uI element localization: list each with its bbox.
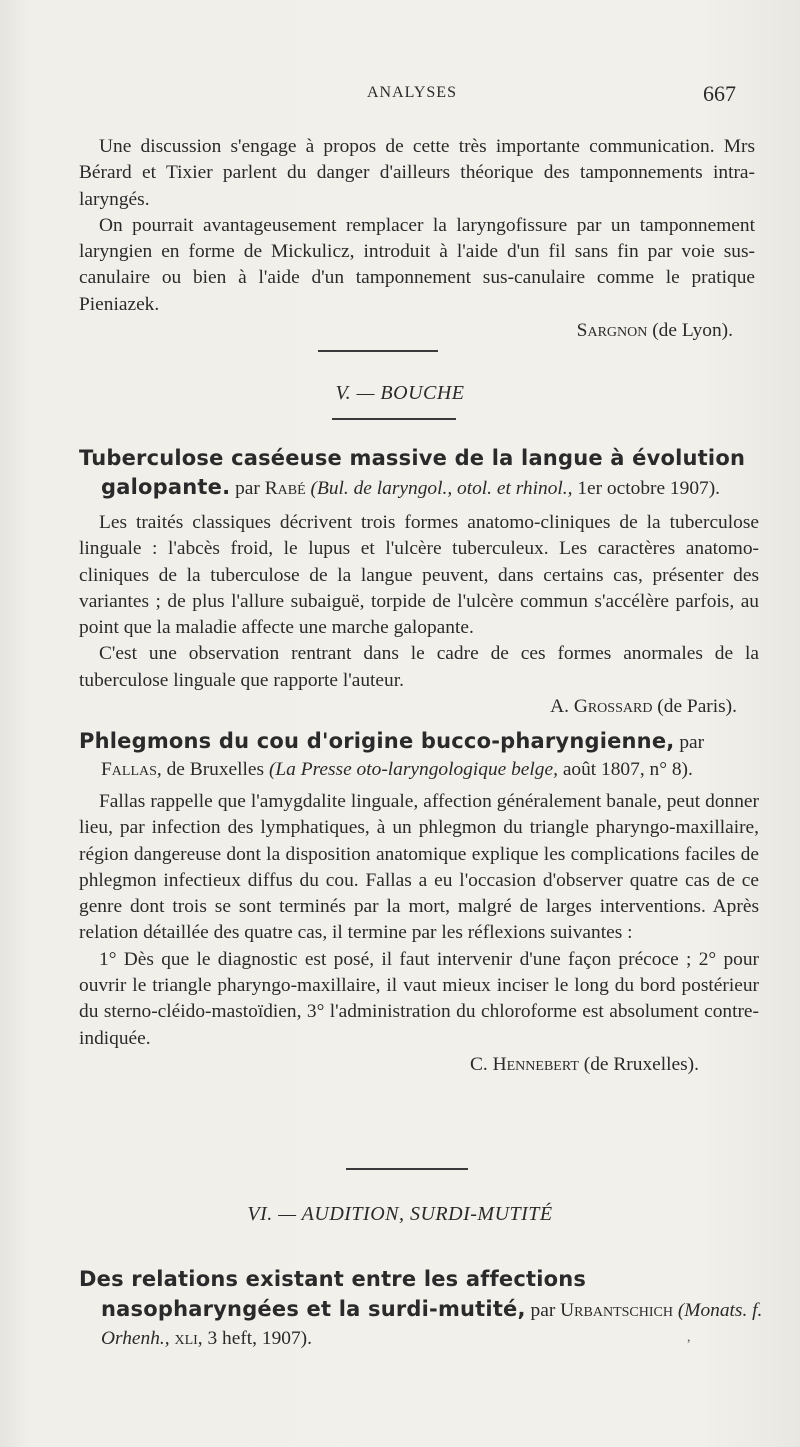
article-author-place: de Bruxelles [166, 758, 265, 780]
paragraph: Une discussion s'engage à propos de cette très importante communication. Mrs Bérard et Tixier parlent du danger d'ailleurs théorique des tamponnements intra-laryngés. [79, 136, 755, 210]
signature-initial: A. [550, 696, 569, 718]
article-phlegmons [79, 728, 759, 1078]
article-volume: xli, [174, 1328, 203, 1349]
signature-place: (de Rruxelles). [583, 1053, 699, 1075]
running-header [0, 81, 800, 114]
article-date: 1er octobre 1907). [577, 477, 721, 499]
paragraph: C'est une observation rentrant dans le cadre de ces formes anormales de la tuberculose linguale que rapporte l'auteur. [79, 643, 759, 691]
article-heading [79, 1265, 769, 1353]
article-by: par [679, 732, 705, 753]
paragraph: Fallas rappelle que l'amygdalite linguale, affection généralement banale, peut donner lieu, par infection des lymphatiques, à un phlegmon du triangle pharyngo-maxillaire, région dangereuse dont la disposition anatomique explique les complications faciles de phlegmon infectieux diffus du cou. Fallas a eu l'occasion d'observer quatre cas de ce genre dont trois se sont terminés par la mort, malgré de larges interventions. Après relation détaillée des quatre cas, il termine par les réflexions suivantes : [79, 791, 759, 944]
page-number: 667 [703, 81, 736, 106]
article-source: (Bul. de laryngol., otol. et rhinol., [310, 477, 573, 499]
article-title: Des relations existant entre les affections nasopharyngées et la surdi-mutité, [79, 1267, 587, 1321]
section-heading-bouche: V. — BOUCHE [335, 382, 465, 404]
separator-rule [346, 1168, 468, 1170]
article-surdi-mutite [79, 1265, 769, 1353]
signature [79, 318, 755, 344]
paragraph: Les traités classiques décrivent trois formes anatomo-cliniques de la tuberculose linguale : l'abcès froid, le lupus et l'ulcère tuberculeux. Les caractères anatomo-cliniques de la tuberculose de la langue peuvent, dans certains cas, présenter des variantes ; de plus l'allure subaiguë, torpide de l'ulcère commun s'accélère parfois, au point que la maladie affecte une marche galopante. [79, 512, 759, 639]
signature [79, 1052, 759, 1078]
paragraph: 1° Dès que le diagnostic est posé, il faut intervenir d'une façon précoce ; 2° pour ouvrir le triangle pharyngo-maxillaire, il vaut mieux inciser le long du bord postérieur du sterno-cléido-mastoïdien, 3° l'administration du chloroforme est absolument contre-indiquée. [79, 948, 759, 1049]
article-title: Phlegmons du cou d'origine bucco-pharyngienne, [79, 729, 675, 753]
article-heading [79, 445, 759, 502]
signature-name: Grossard [573, 696, 653, 718]
article-author: Rabé [264, 477, 306, 499]
discussion-block [79, 134, 755, 344]
section-heading-audition: VI. — AUDITION, SURDI-MUTITÉ [247, 1203, 553, 1225]
separator-rule [318, 350, 438, 352]
article-source: (Monats. f. Orhenh., [101, 1300, 763, 1349]
separator-rule [332, 418, 456, 420]
article-heading [79, 728, 759, 783]
signature-initial: C. [469, 1053, 488, 1075]
signature-place: (de Lyon). [652, 320, 733, 342]
article-source: (La Presse oto-laryngologique belge, [268, 758, 558, 780]
signature-place: (de Paris). [657, 696, 737, 718]
article-title: Tuberculose caséeuse massive de la langue à évolution galopante. [79, 446, 746, 499]
paragraph: On pourrait avantageusement remplacer la laryngofissure par un tamponnement laryngien en forme de Mickulicz, introduit à l'aide d'un fil sans fin par voie sus-canulaire ou bien à l'aide d'un tamponnement sus-canulaire comme le pratique Pieniazek. [79, 214, 755, 315]
signature-name: Sargnon [576, 320, 648, 342]
signature [79, 694, 759, 720]
article-tuberculose [79, 445, 759, 720]
article-by: par [530, 1300, 556, 1321]
article-author: Fallas, [101, 758, 162, 780]
article-by: par [235, 477, 260, 499]
article-date: août 1807, n° 8). [562, 758, 693, 780]
ink-speck: , [687, 1330, 691, 1345]
article-date: 3 heft, 1907). [207, 1328, 312, 1349]
article-author: Urbantschich [560, 1300, 673, 1321]
running-title: ANALYSES [367, 84, 457, 101]
signature-name: Hennebert [492, 1053, 579, 1075]
